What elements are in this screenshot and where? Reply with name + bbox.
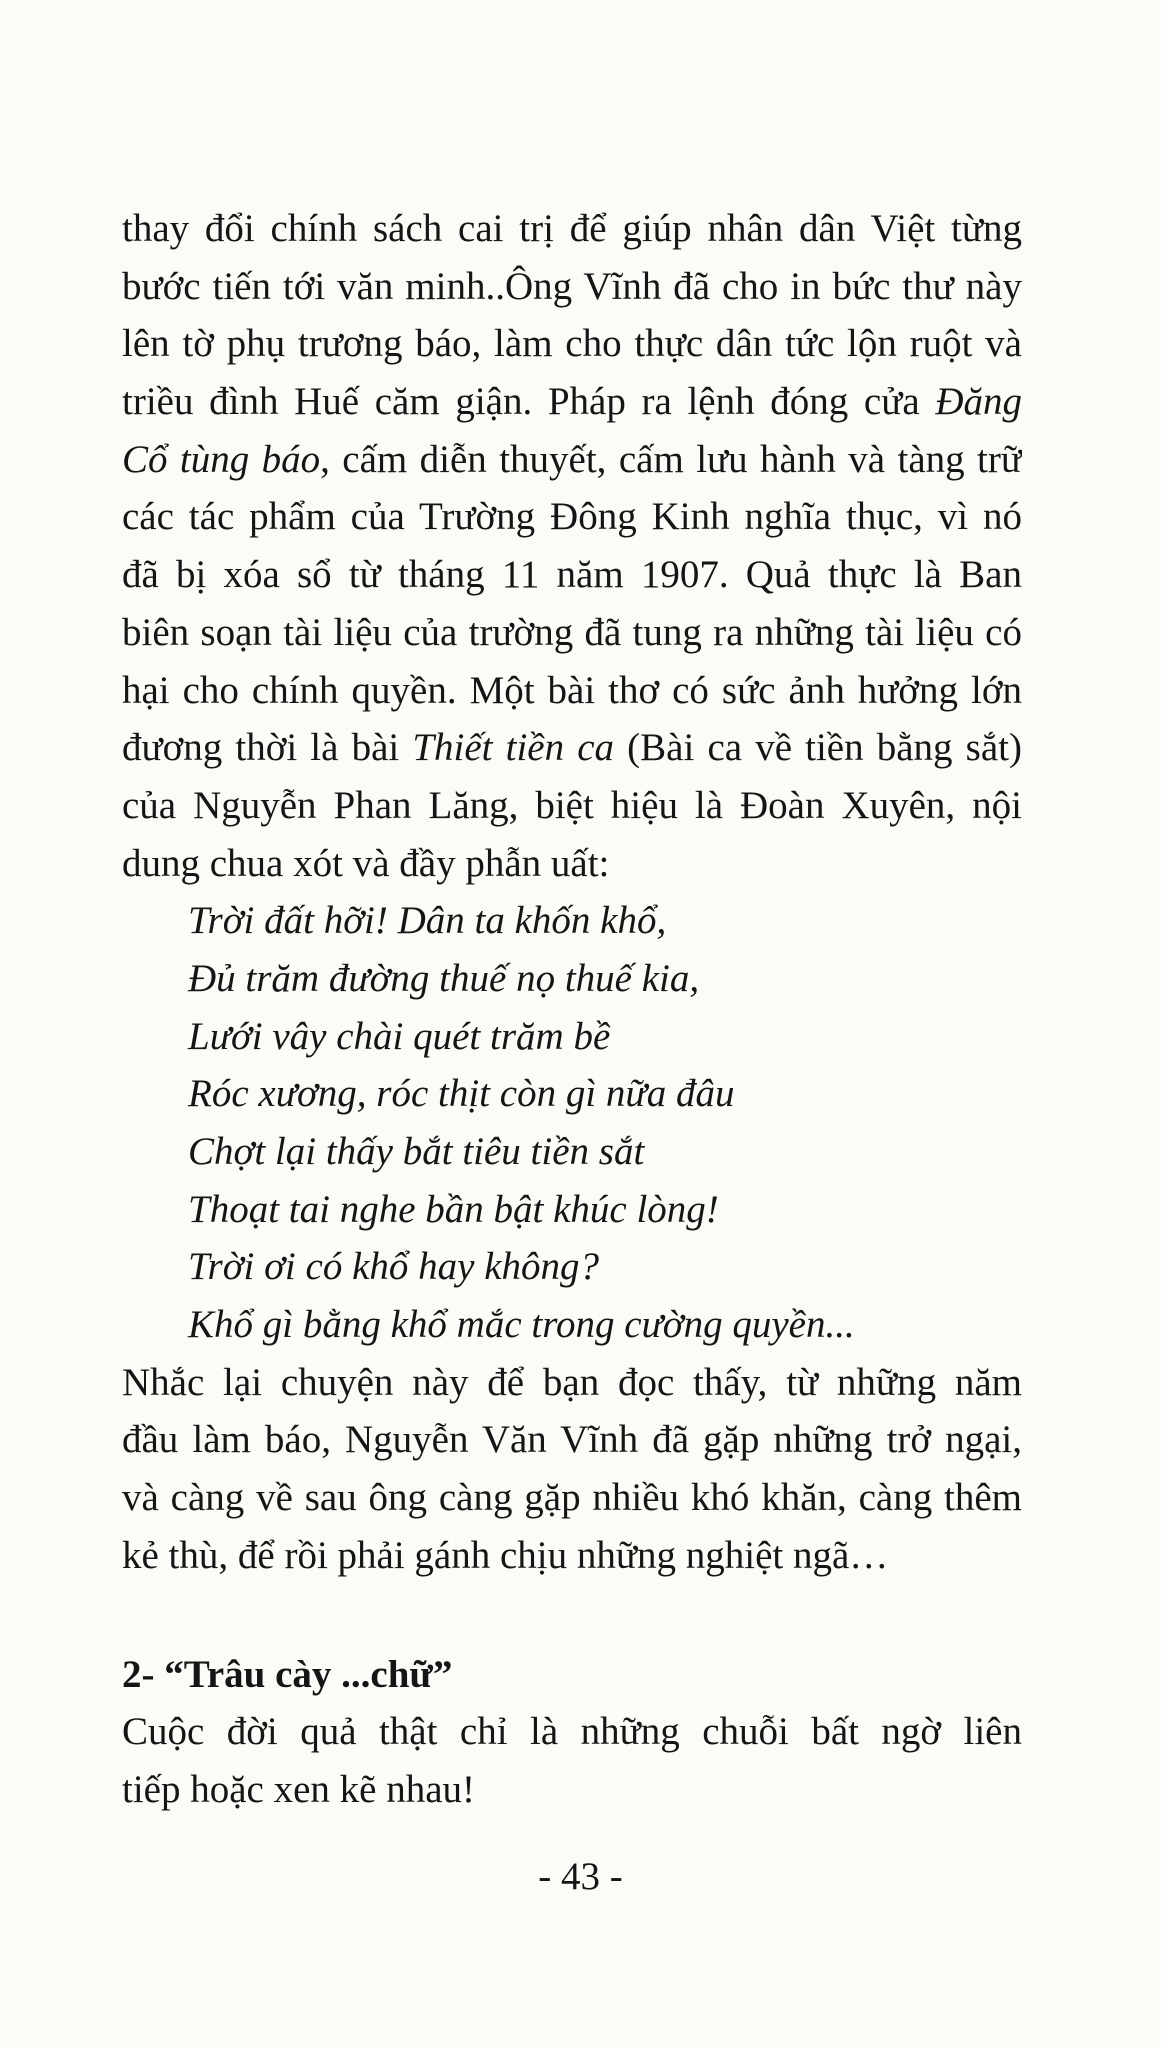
text-segment: Cuộc đời quả thật chỉ là những chuỗi bất ngờ liên (122, 1710, 1022, 1754)
text-segment: hại cho chính quyền. Một bài thơ có sức ảnh hưởng lớn (122, 668, 1022, 712)
text-line (122, 604, 1022, 662)
text-line (122, 258, 1022, 316)
section-gap (122, 1585, 1022, 1646)
text-segment: Thoạt tai nghe bần bật khúc lòng! (188, 1187, 719, 1231)
text-segment: Trời đất hỡi! Dân ta khốn khổ, (188, 899, 667, 943)
text-line (122, 1469, 1022, 1527)
italic-title: Thiết tiền ca (412, 726, 615, 770)
text-segment: kẻ thù, để rồi phải gánh chịu những nghiệt ngã… (122, 1533, 889, 1577)
text-line (122, 431, 1022, 489)
poem-line (122, 1065, 1022, 1123)
poem-line (122, 1123, 1022, 1181)
text-segment: Trời ơi có khổ hay không? (188, 1245, 600, 1289)
text-line (122, 1354, 1022, 1412)
text-segment: biên soạn tài liệu của trường đã tung ra những tài liệu có (122, 610, 1022, 654)
text-line (122, 315, 1022, 373)
page-body (122, 200, 1022, 1819)
poem-line (122, 1238, 1022, 1296)
text-segment: bước tiến tới văn minh..Ông Vĩnh đã cho in bức thư này (122, 264, 1022, 308)
poem-line (122, 1181, 1022, 1239)
poem-line (122, 1008, 1022, 1066)
text-segment: dung chua xót và đầy phẫn uất: (122, 841, 610, 885)
text-segment: đương thời là bài (122, 726, 413, 770)
section-heading (122, 1646, 1022, 1704)
text-segment: Róc xương, róc thịt còn gì nữa đâu (188, 1072, 735, 1116)
poem-line (122, 1296, 1022, 1354)
text-segment: đầu làm báo, Nguyễn Văn Vĩnh đã gặp những trở ngại, (122, 1418, 1022, 1462)
text-line (122, 719, 1022, 777)
text-line (122, 200, 1022, 258)
text-segment: Đủ trăm đường thuế nọ thuế kia, (188, 956, 700, 1000)
text-segment: Lưới vây chài quét trăm bề (188, 1014, 611, 1058)
text-line (122, 1527, 1022, 1585)
text-segment: 2- “Trâu cày ...chữ” (122, 1652, 453, 1696)
text-line (122, 1411, 1022, 1469)
text-line (122, 835, 1022, 893)
text-line (122, 373, 1022, 431)
text-segment: lên tờ phụ trương báo, làm cho thực dân tức lộn ruột và (122, 322, 1022, 366)
text-segment: của Nguyễn Phan Lăng, biệt hiệu là Đoàn Xuyên, nội (122, 783, 1022, 827)
text-segment: thay đổi chính sách cai trị để giúp nhân dân Việt từng (122, 207, 1022, 250)
text-segment: , cấm diễn thuyết, cấm lưu hành và tàng trữ (320, 437, 1022, 481)
text-line (122, 488, 1022, 546)
page-number: - 43 - (538, 1855, 623, 1898)
text-segment: Chợt lại thấy bắt tiêu tiền sắt (188, 1130, 645, 1173)
text-segment: Khổ gì bằng khổ mắc trong cường quyền... (188, 1303, 855, 1347)
italic-title: Đăng (935, 380, 1022, 424)
text-line (122, 1761, 1022, 1819)
text-line (122, 546, 1022, 604)
text-segment: các tác phẩm của Trường Đông Kinh nghĩa thục, vì nó (122, 495, 1022, 539)
text-segment: và càng về sau ông càng gặp nhiều khó khăn, càng thêm (122, 1476, 1022, 1520)
text-line (122, 1703, 1022, 1761)
text-line (122, 662, 1022, 720)
text-segment: tiếp hoặc xen kẽ nhau! (122, 1767, 476, 1811)
text-segment: đã bị xóa sổ từ tháng 11 năm 1907. Quả thực là Ban (122, 553, 1022, 597)
italic-title: Cổ tùng báo (122, 437, 321, 481)
text-segment: (Bài ca về tiền bằng sắt) (614, 726, 1022, 770)
poem-line (122, 892, 1022, 950)
poem-line (122, 950, 1022, 1008)
text-segment: Nhắc lại chuyện này để bạn đọc thấy, từ những năm (122, 1360, 1022, 1404)
text-segment: triều đình Huế căm giận. Pháp ra lệnh đóng cửa (122, 380, 936, 424)
text-line (122, 777, 1022, 835)
